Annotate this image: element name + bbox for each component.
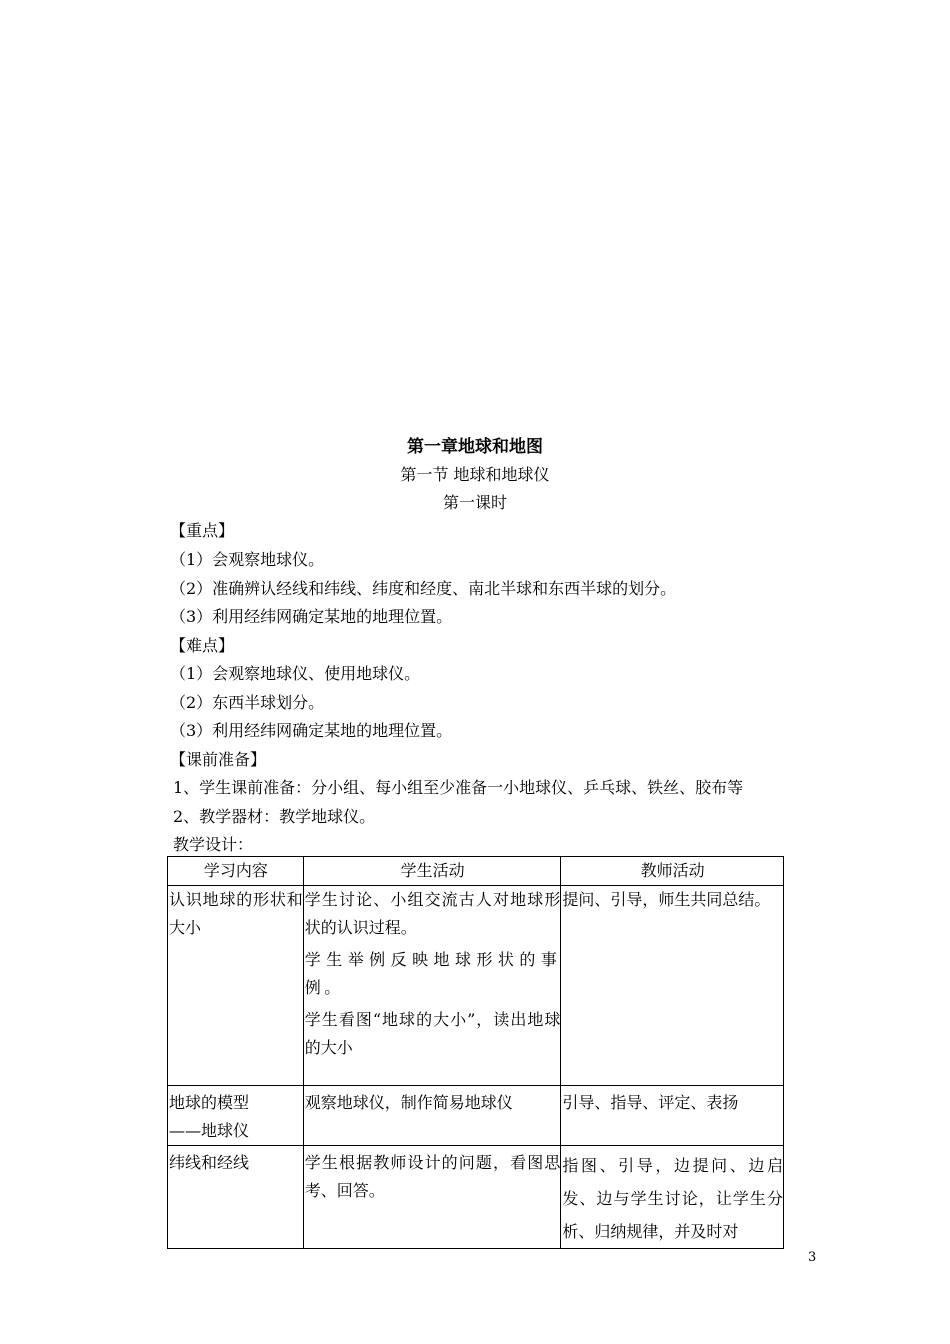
cell-student — [303, 886, 561, 1086]
design-label: 教学设计： — [173, 835, 254, 854]
header-cell-teacher: 教师活动 — [561, 857, 784, 886]
key-point-item: （3）利用经纬网确定某地的地理位置。 — [170, 607, 453, 626]
cell-text: ——地球仪 — [169, 1121, 250, 1140]
section-title: 第一节 地球和地球仪 — [400, 465, 550, 484]
cell-text: 学生看图“地球的大小”，读出地球的大小 — [304, 1010, 561, 1057]
page-number: 3 — [808, 1250, 817, 1265]
cell-teacher — [561, 886, 784, 1086]
header-cell-student: 学生活动 — [303, 857, 561, 886]
cell-text: 观察地球仪，制作简易地球仪 — [304, 1093, 513, 1112]
lesson-label: 第一课时 — [442, 493, 507, 512]
key-points-heading: 【重点】 — [170, 521, 235, 540]
difficulty-item: （3）利用经纬网确定某地的地理位置。 — [170, 721, 453, 740]
header-cell-content: 学习内容 — [168, 857, 304, 886]
cell-student — [303, 1086, 561, 1146]
table-row — [168, 1146, 784, 1249]
difficulties-heading: 【难点】 — [170, 636, 235, 655]
table-header-row — [168, 857, 784, 886]
preparation-heading: 【课前准备】 — [170, 750, 267, 769]
table-row — [168, 886, 784, 1086]
cell-content — [168, 886, 304, 1086]
difficulty-item: （2）东西半球划分。 — [170, 693, 325, 712]
difficulty-item: （1）会观察地球仪、使用地球仪。 — [170, 664, 421, 683]
cell-text: 学生举例反映地球形状的事例。 — [304, 950, 561, 997]
teaching-design-table — [167, 856, 784, 1249]
table-row — [168, 1086, 784, 1146]
cell-text: 学生讨论、小组交流古人对地球形状的认识过程。 — [304, 890, 561, 937]
key-point-item: （1）会观察地球仪。 — [170, 550, 325, 569]
preparation-item: 2、教学器材：教学地球仪。 — [173, 807, 376, 826]
cell-student — [303, 1146, 561, 1249]
cell-text: 学生根据教师设计的问题，看图思考、回答。 — [304, 1153, 561, 1200]
cell-text: 引导、指导、评定、表扬 — [562, 1093, 739, 1112]
cell-text: 纬线和经线 — [169, 1153, 250, 1172]
cell-teacher — [561, 1086, 784, 1146]
cell-text: 地球的模型 — [169, 1093, 250, 1112]
chapter-title: 第一章地球和地图 — [407, 437, 543, 457]
cell-content — [168, 1146, 304, 1249]
cell-text: 指图、引导，边提问、边启发、边与学生讨论，让学生分析、归纳规律，并及时对 — [562, 1156, 783, 1241]
cell-teacher — [561, 1146, 784, 1249]
cell-content — [168, 1086, 304, 1146]
preparation-item: 1、学生课前准备：分小组、每小组至少准备一小地球仪、乒乓球、铁丝、胶布等 — [173, 778, 744, 797]
cell-text: 提问、引导，师生共同总结。 — [562, 890, 771, 909]
key-point-item: （2）准确辨认经线和纬线、纬度和经度、南北半球和东西半球的划分。 — [170, 579, 677, 598]
cell-text: 认识地球的形状和大小 — [169, 890, 303, 937]
